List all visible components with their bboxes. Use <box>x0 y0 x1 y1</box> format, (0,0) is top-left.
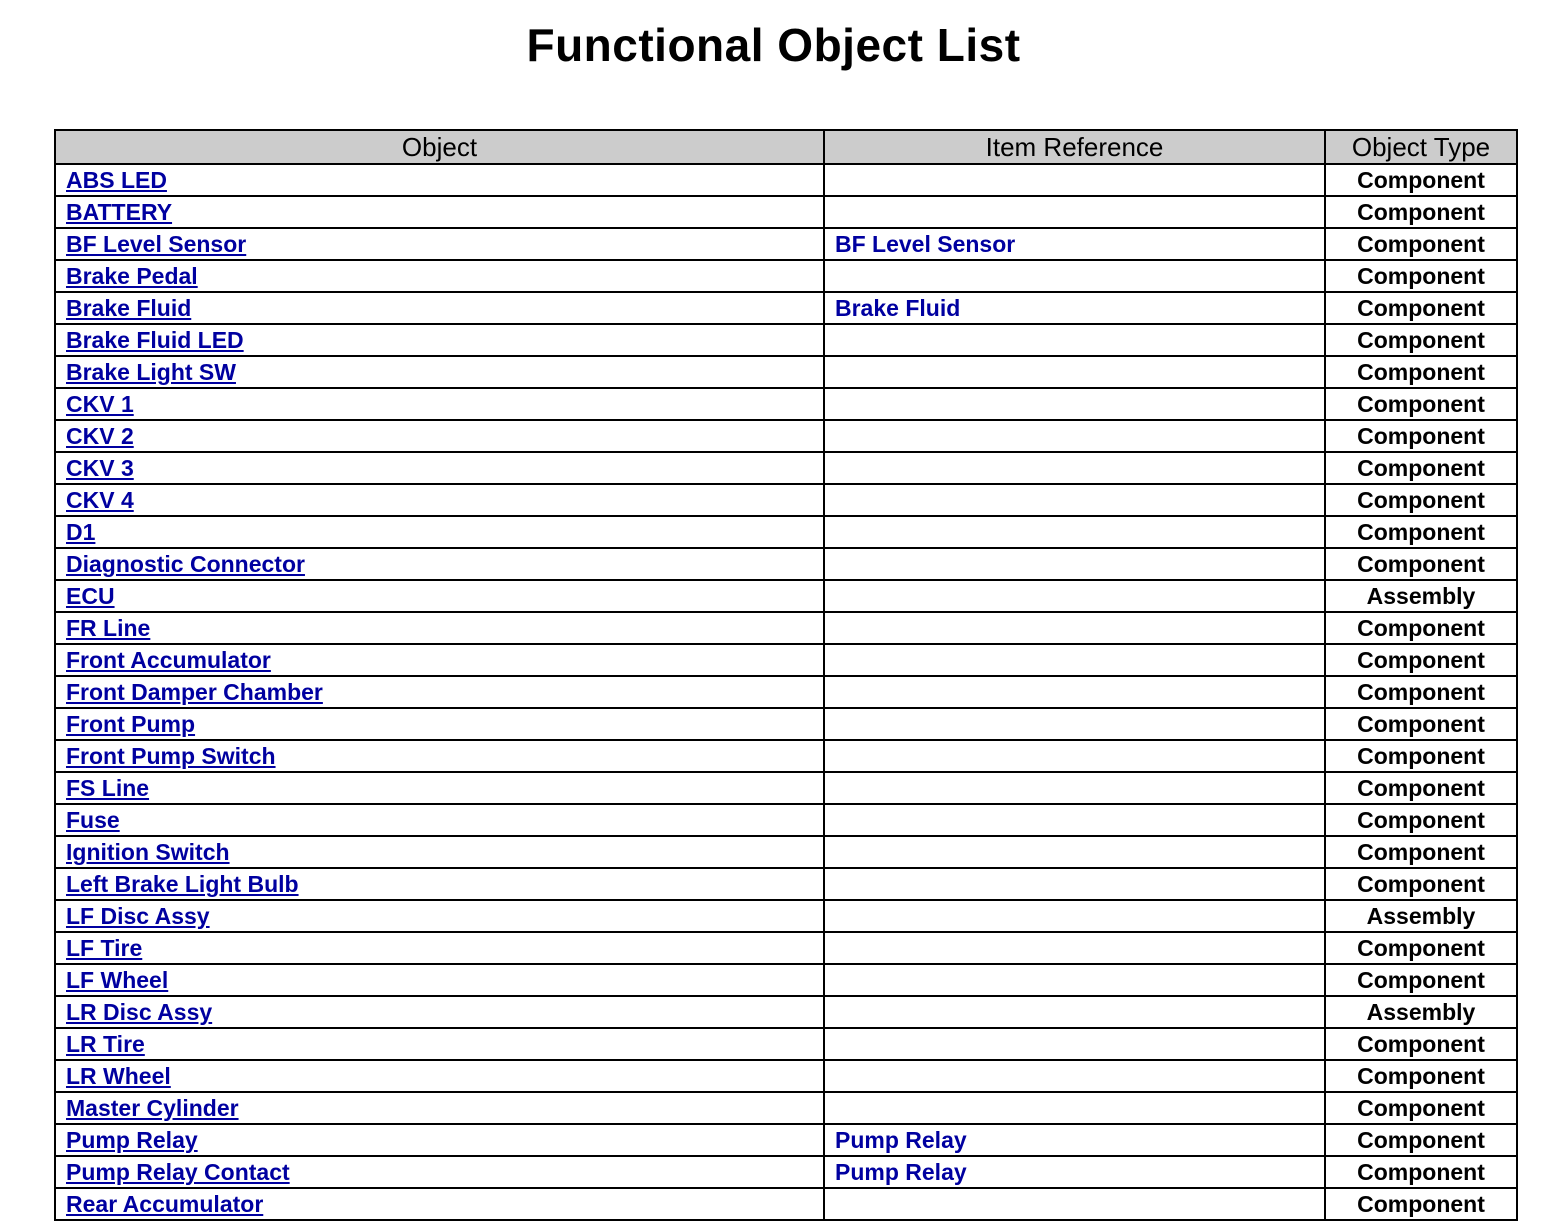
item-reference-cell <box>824 996 1325 1028</box>
table-row <box>55 1060 1517 1092</box>
object-cell <box>55 1060 824 1092</box>
object-link[interactable]: LR Wheel <box>66 1063 171 1089</box>
object-cell <box>55 868 824 900</box>
object-cell <box>55 1124 824 1156</box>
object-type-cell: Component <box>1325 676 1517 708</box>
object-cell <box>55 708 824 740</box>
object-cell <box>55 772 824 804</box>
object-link[interactable]: CKV 4 <box>66 487 134 513</box>
item-reference-cell: Pump Relay <box>824 1156 1325 1188</box>
object-type-cell: Component <box>1325 1124 1517 1156</box>
item-reference-cell <box>824 516 1325 548</box>
object-link[interactable]: FR Line <box>66 615 151 641</box>
table-row <box>55 548 1517 580</box>
header-object-type[interactable]: Object Type <box>1325 130 1517 164</box>
object-type-cell: Assembly <box>1325 996 1517 1028</box>
item-reference-cell <box>824 356 1325 388</box>
table-row <box>55 164 1517 196</box>
object-type-cell: Component <box>1325 292 1517 324</box>
object-link[interactable]: CKV 3 <box>66 455 134 481</box>
item-reference-cell <box>824 164 1325 196</box>
item-reference-cell <box>824 644 1325 676</box>
object-cell <box>55 900 824 932</box>
table-row <box>55 388 1517 420</box>
item-reference-cell <box>824 612 1325 644</box>
object-type-cell: Component <box>1325 1156 1517 1188</box>
item-reference-cell <box>824 1092 1325 1124</box>
object-link[interactable]: Front Pump Switch <box>66 743 276 769</box>
table-row <box>55 932 1517 964</box>
object-type-cell: Component <box>1325 708 1517 740</box>
object-type-cell: Component <box>1325 1028 1517 1060</box>
object-link[interactable]: LR Tire <box>66 1031 145 1057</box>
object-link[interactable]: Fuse <box>66 807 120 833</box>
object-cell <box>55 932 824 964</box>
object-link[interactable]: D1 <box>66 519 96 545</box>
object-link[interactable]: BF Level Sensor <box>66 231 247 257</box>
functional-object-table <box>54 129 1518 1221</box>
object-type-cell: Component <box>1325 484 1517 516</box>
object-link[interactable]: Pump Relay Contact <box>66 1159 290 1185</box>
item-reference-cell <box>824 772 1325 804</box>
item-reference-cell <box>824 324 1325 356</box>
item-reference-cell: Pump Relay <box>824 1124 1325 1156</box>
object-cell <box>55 1188 824 1220</box>
object-type-cell: Component <box>1325 612 1517 644</box>
object-link[interactable]: LF Disc Assy <box>66 903 210 929</box>
object-link[interactable]: Brake Light SW <box>66 359 236 385</box>
object-cell <box>55 740 824 772</box>
object-type-cell: Component <box>1325 324 1517 356</box>
item-reference-cell <box>824 1188 1325 1220</box>
item-reference-cell <box>824 580 1325 612</box>
object-type-cell: Component <box>1325 740 1517 772</box>
object-cell <box>55 228 824 260</box>
item-reference-cell: BF Level Sensor <box>824 228 1325 260</box>
object-type-cell: Component <box>1325 964 1517 996</box>
item-reference-cell <box>824 900 1325 932</box>
object-cell <box>55 324 824 356</box>
object-cell <box>55 1092 824 1124</box>
table-row <box>55 612 1517 644</box>
item-reference-cell <box>824 932 1325 964</box>
table-row <box>55 1028 1517 1060</box>
object-type-cell: Component <box>1325 932 1517 964</box>
object-type-cell: Component <box>1325 260 1517 292</box>
object-cell <box>55 452 824 484</box>
object-cell <box>55 516 824 548</box>
object-type-cell: Component <box>1325 1188 1517 1220</box>
object-link[interactable]: LR Disc Assy <box>66 999 213 1025</box>
object-link[interactable]: Brake Fluid <box>66 295 192 321</box>
item-reference-cell <box>824 1028 1325 1060</box>
table-row <box>55 740 1517 772</box>
object-type-cell: Component <box>1325 356 1517 388</box>
object-cell <box>55 164 824 196</box>
object-type-cell: Component <box>1325 164 1517 196</box>
object-type-cell: Assembly <box>1325 580 1517 612</box>
object-cell <box>55 612 824 644</box>
object-type-cell: Component <box>1325 548 1517 580</box>
object-type-cell: Component <box>1325 644 1517 676</box>
object-type-cell: Component <box>1325 836 1517 868</box>
object-link[interactable]: LF Tire <box>66 935 143 961</box>
object-link[interactable]: ABS LED <box>66 167 167 193</box>
table-row <box>55 1156 1517 1188</box>
item-reference-cell <box>824 484 1325 516</box>
table-row <box>55 228 1517 260</box>
object-cell <box>55 996 824 1028</box>
table-row <box>55 676 1517 708</box>
item-reference-cell <box>824 964 1325 996</box>
table-row <box>55 1124 1517 1156</box>
object-link[interactable]: Brake Fluid LED <box>66 327 244 353</box>
object-cell <box>55 676 824 708</box>
item-reference-cell <box>824 708 1325 740</box>
object-link[interactable]: Left Brake Light Bulb <box>66 871 299 897</box>
table-row <box>55 260 1517 292</box>
table-row <box>55 292 1517 324</box>
object-link[interactable]: Front Pump <box>66 711 196 737</box>
object-link[interactable]: Ignition Switch <box>66 839 230 865</box>
object-cell <box>55 1028 824 1060</box>
object-link[interactable]: Master Cylinder <box>66 1095 239 1121</box>
table-row <box>55 1188 1517 1220</box>
table-row <box>55 900 1517 932</box>
object-cell <box>55 1156 824 1188</box>
item-reference-cell <box>824 548 1325 580</box>
header-item-reference[interactable]: Item Reference <box>824 130 1325 164</box>
table-row <box>55 420 1517 452</box>
object-type-cell: Component <box>1325 196 1517 228</box>
item-reference-cell <box>824 868 1325 900</box>
object-cell <box>55 644 824 676</box>
item-reference-cell <box>824 740 1325 772</box>
table-row <box>55 644 1517 676</box>
table-row <box>55 1092 1517 1124</box>
item-reference-cell <box>824 804 1325 836</box>
table-body <box>55 164 1517 1220</box>
object-link[interactable]: BATTERY <box>66 199 173 225</box>
object-link[interactable]: Front Damper Chamber <box>66 679 323 705</box>
object-type-cell: Component <box>1325 1060 1517 1092</box>
object-link[interactable]: Pump Relay <box>66 1127 198 1153</box>
object-link[interactable]: Diagnostic Connector <box>66 551 305 577</box>
item-reference-cell <box>824 452 1325 484</box>
object-cell <box>55 292 824 324</box>
table-row <box>55 580 1517 612</box>
object-cell <box>55 964 824 996</box>
item-reference-cell <box>824 420 1325 452</box>
item-reference-cell <box>824 836 1325 868</box>
object-link[interactable]: CKV 2 <box>66 423 134 449</box>
object-cell <box>55 804 824 836</box>
object-type-cell: Component <box>1325 388 1517 420</box>
object-type-cell: Component <box>1325 1092 1517 1124</box>
object-type-cell: Component <box>1325 868 1517 900</box>
object-cell <box>55 196 824 228</box>
table-row <box>55 484 1517 516</box>
item-reference-cell <box>824 196 1325 228</box>
table-row <box>55 516 1517 548</box>
object-cell <box>55 548 824 580</box>
object-type-cell: Assembly <box>1325 900 1517 932</box>
item-reference-cell <box>824 388 1325 420</box>
object-cell <box>55 260 824 292</box>
table-row <box>55 868 1517 900</box>
table-row <box>55 196 1517 228</box>
table-row <box>55 836 1517 868</box>
object-cell <box>55 356 824 388</box>
object-cell <box>55 484 824 516</box>
object-link[interactable]: Rear Accumulator <box>66 1191 264 1217</box>
item-reference-cell <box>824 260 1325 292</box>
object-type-cell: Component <box>1325 804 1517 836</box>
object-type-cell: Component <box>1325 452 1517 484</box>
table-row <box>55 356 1517 388</box>
object-type-cell: Component <box>1325 228 1517 260</box>
object-link[interactable]: LF Wheel <box>66 967 169 993</box>
object-type-cell: Component <box>1325 516 1517 548</box>
header-object[interactable]: Object <box>55 130 824 164</box>
object-cell <box>55 420 824 452</box>
item-reference-cell: Brake Fluid <box>824 292 1325 324</box>
table-row <box>55 324 1517 356</box>
object-link[interactable]: Brake Pedal <box>66 263 198 289</box>
object-cell <box>55 388 824 420</box>
object-link[interactable]: Front Accumulator <box>66 647 271 673</box>
object-cell <box>55 580 824 612</box>
item-reference-cell <box>824 1060 1325 1092</box>
object-type-cell: Component <box>1325 420 1517 452</box>
page-title: Functional Object List <box>526 19 1021 71</box>
object-type-cell: Component <box>1325 772 1517 804</box>
object-link[interactable]: ECU <box>66 583 115 609</box>
table-header-row <box>55 130 1517 164</box>
table-row <box>55 804 1517 836</box>
table-row <box>55 996 1517 1028</box>
object-link[interactable]: CKV 1 <box>66 391 134 417</box>
table-row <box>55 452 1517 484</box>
table-row <box>55 964 1517 996</box>
object-link[interactable]: FS Line <box>66 775 150 801</box>
item-reference-cell <box>824 676 1325 708</box>
table-row <box>55 772 1517 804</box>
table-row <box>55 708 1517 740</box>
object-cell <box>55 836 824 868</box>
